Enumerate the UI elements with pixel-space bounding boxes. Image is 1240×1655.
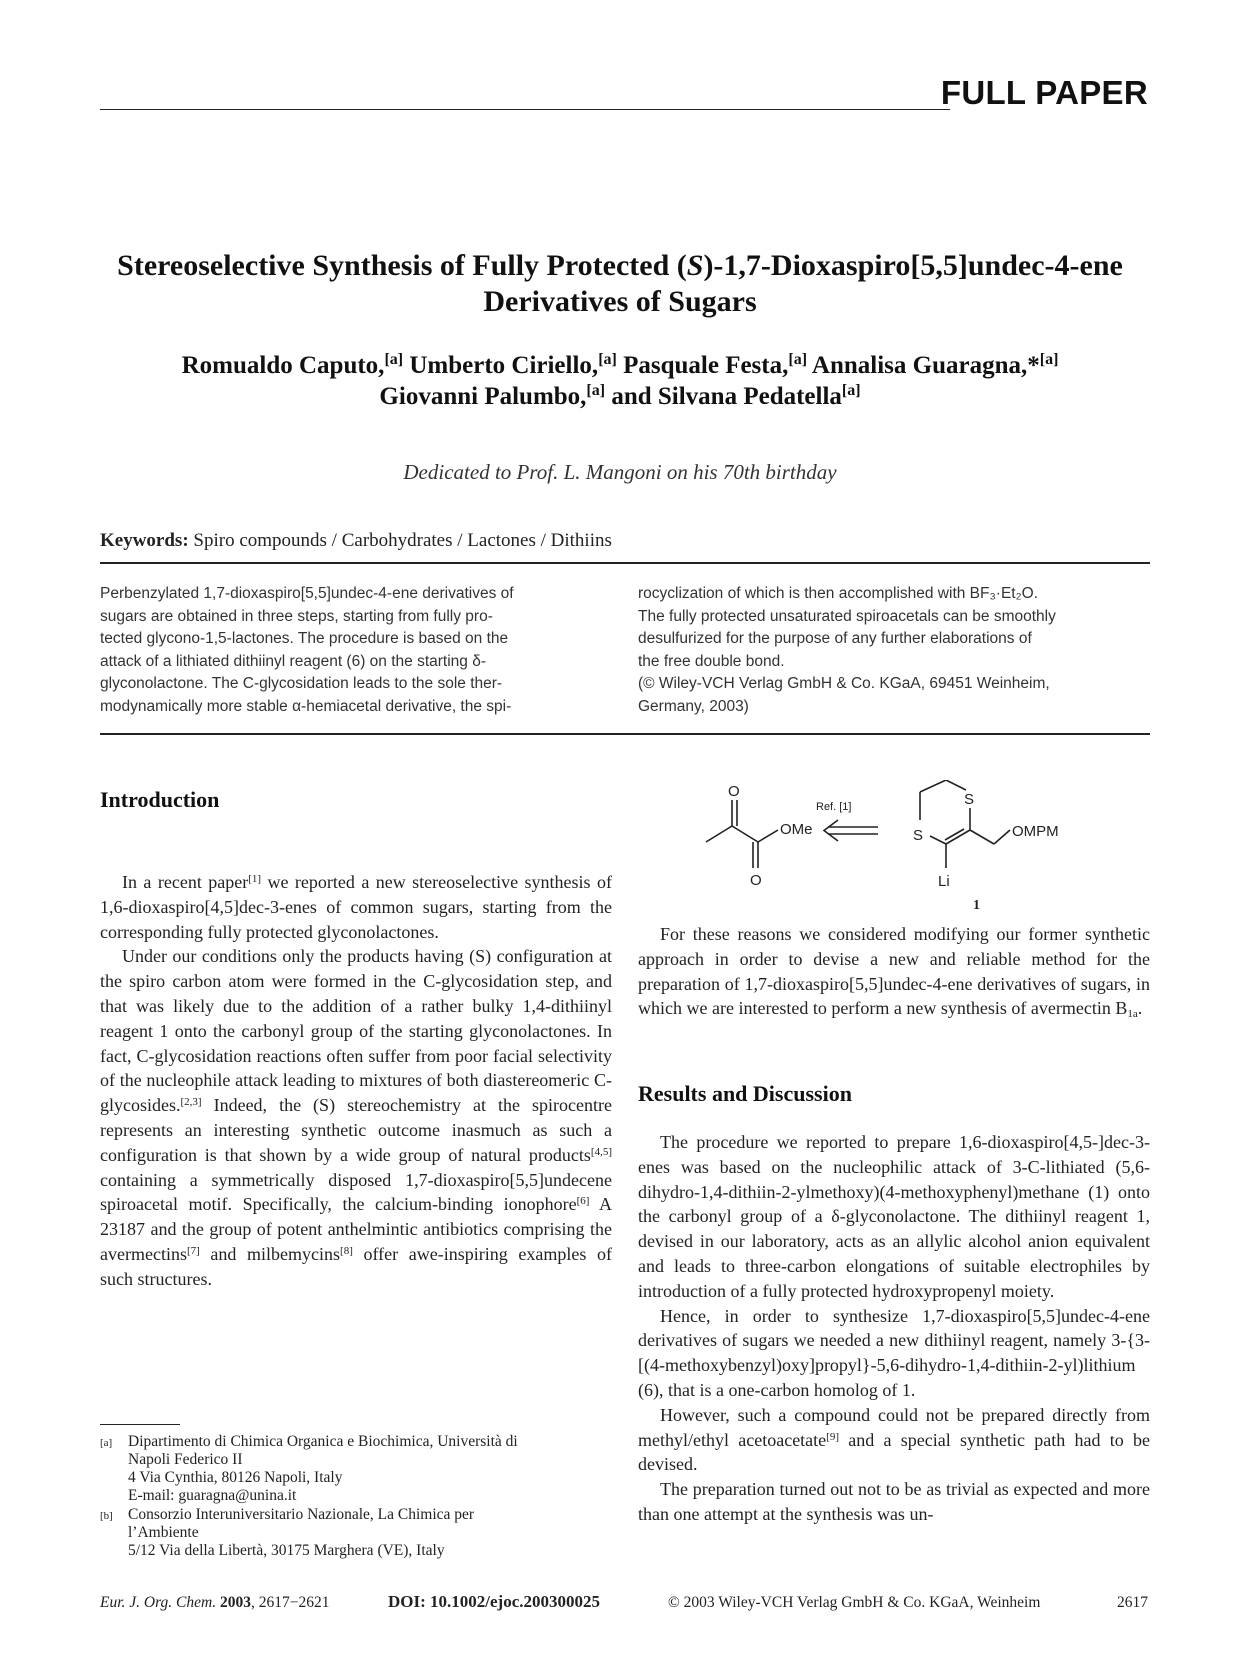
- intro-text: A 23187 and the group of potent anthelmintic antibiotics comprising the avermectins: [100, 1194, 612, 1264]
- footnote-mark: [a]: [100, 1437, 113, 1449]
- bond: [930, 836, 946, 844]
- footnote-line: E-mail: guaragna@unina.it: [128, 1487, 297, 1504]
- citation: [6]: [576, 1195, 590, 1208]
- abstract-line: Perbenzylated 1,7-dioxaspiro[5,5]undec-4-ene derivatives of: [100, 585, 514, 602]
- abstract-line: sugars are obtained in three steps, starting from fully pro-: [100, 607, 493, 625]
- intro-text: In a recent paper: [122, 872, 249, 892]
- footnote-rule: [100, 1424, 180, 1425]
- footnote-mark: [b]: [100, 1510, 113, 1522]
- ring-sulfur-left: S: [913, 827, 924, 844]
- introduction-heading: Introduction: [100, 787, 220, 812]
- bond: [920, 780, 946, 792]
- abstract-right: [638, 583, 1150, 718]
- author-affiliation: [a]: [384, 351, 404, 368]
- results-paragraph-3: [638, 1403, 1150, 1477]
- authors-line-1: [80, 350, 1160, 381]
- results-paragraph-2: Hence, in order to synthesize 1,7-dioxaspiro[5,5]undec-4-ene derivatives of sugars we needed a new dithiinyl reagent, namely 3-{3-[(4-methoxybenzyl)oxy]propyl}-5,6-dihydro-1,4-dithiin-2-yl)lithium (6), that is a one-carbon homolog of 1.: [638, 1305, 1150, 1400]
- pyruvate-bonds: [706, 800, 778, 868]
- abstract-line: the free double bond.: [638, 652, 785, 670]
- journal-pages: , 2617−2621: [250, 1594, 330, 1611]
- body-text: .: [1137, 998, 1143, 1019]
- abstract-line: desulfurized for the purpose of any further elaborations of: [638, 630, 1032, 647]
- abstract-line: modynamically more stable α-hemiacetal derivative, the spi-: [100, 697, 512, 715]
- keywords-value: Spiro compounds / Carbohydrates / Lactones / Dithiins: [193, 530, 612, 551]
- arrow-head: [824, 820, 838, 841]
- keywords-label: Keywords:: [100, 530, 189, 551]
- keywords: [100, 530, 612, 552]
- compound-number: 1: [973, 898, 980, 910]
- header-rule: [100, 109, 950, 110]
- intro-text: containing a symmetrically disposed 1,7-dioxaspiro[5,5]undecene spiroacetal motif. Specifically, the calcium-binding ionophore: [100, 1169, 612, 1215]
- abstract-top-rule: [100, 562, 1150, 564]
- page-number: 2617: [1117, 1594, 1148, 1611]
- results-paragraph-1: The procedure we reported to prepare 1,6-dioxaspiro[4,5-]dec-3-enes was based on the nucleophilic attack of 3-C-lithiated (5,6-dihydro-1,4-dithiin-2-ylmethoxy)(4-methoxyphenyl)methane (1) onto the carbonyl group of a δ-glyconolactone. The dithiinyl reagent 1, devised in our laboratory, acts as an allylic alcohol anion equivalent and leads to three-carbon elongations of suitable electrophiles by introduction of a fully protected hydroxypropenyl moiety.: [638, 1132, 1150, 1301]
- reaction-scheme: [698, 780, 1148, 910]
- footnote-a: [100, 1433, 612, 1505]
- ester-oxygen: O: [750, 872, 762, 889]
- intro-text: Indeed, the (S) stereochemistry at the spirocentre represents an interesting synthetic outcome inasmuch as such a configuration is that shown by a wide group of natural products: [100, 1095, 612, 1165]
- author-name: Annalisa Guaragna,*: [807, 352, 1040, 379]
- author-list: [80, 350, 1160, 412]
- citation: [1]: [248, 873, 262, 885]
- citation: [4,5]: [590, 1145, 612, 1158]
- footer-doi: DOI: 10.1002/ejoc.200300025: [388, 1592, 601, 1611]
- results-heading: Results and Discussion: [638, 1081, 852, 1106]
- results-text: [638, 1130, 1150, 1527]
- footnote-line: Dipartimento di Chimica Organica e Biochimica, Università di: [128, 1433, 518, 1450]
- intro-text: Under our conditions only the products having (S) configuration at the spiro carbon atom were formed in the C-glycosidation step, and that was likely due to the addition of a rather bulky 1,4-dithiinyl reagent 1 onto the carbonyl group of the starting glyconolactones. In fact, C-glycosidation reactions often suffer from poor facial selectivity of the nucleophile attack leading to mixtures of both diastereomeric C-glycosides.: [100, 946, 612, 1116]
- footnote-b: [100, 1506, 612, 1560]
- introduction-text: [100, 870, 612, 1292]
- author-affiliation: [a]: [598, 351, 617, 368]
- abstract-line: (© Wiley-VCH Verlag GmbH & Co. KGaA, 69451 Weinheim,: [638, 675, 1050, 692]
- body-text: For these reasons we considered modifying our former synthetic approach in order to devise a new and reliable method for the preparation of 1,7-dioxaspiro[5,5]undec-4-ene derivatives of sugars, in which we are interested to perform a new synthesis of avermectin B: [638, 924, 1150, 1019]
- retro-arrow: [824, 820, 878, 841]
- abstract-line: attack of a lithiated dithiinyl reagent (6) on the starting δ-: [100, 652, 487, 670]
- footer-copyright: © 2003 Wiley-VCH Verlag GmbH & Co. KGaA, Weinheim: [668, 1594, 1041, 1611]
- author-name: Pasquale Festa,: [616, 352, 789, 379]
- section-label: FULL PAPER: [940, 74, 1148, 111]
- intro-text: and milbemycins: [199, 1243, 341, 1264]
- methoxy-label: OMe: [780, 821, 813, 838]
- title-line-2: Derivatives of Sugars: [483, 285, 757, 318]
- author-affiliation: [a]: [586, 382, 606, 399]
- bond: [994, 830, 1010, 844]
- author-name: Giovanni Palumbo,: [379, 383, 587, 410]
- intro-text: we reported a new stereoselective synthesis of 1,6-dioxaspiro[4,5]dec-3-enes of common sugars, starting from the corresponding fully protected glyconolactones.: [100, 872, 612, 942]
- footnote-line: 4 Via Cynthia, 80126 Napoli, Italy: [128, 1469, 343, 1486]
- footer-citation: [100, 1594, 329, 1612]
- footnote-line: Napoli Federico II: [128, 1451, 243, 1468]
- bond: [946, 780, 966, 790]
- ompm-label: OMPM: [1012, 823, 1059, 840]
- author-name: Umberto Ciriello,: [403, 352, 599, 379]
- author-name: and Silvana Pedatella: [605, 383, 842, 410]
- ring-sulfur-top: S: [964, 791, 975, 808]
- citation: [9]: [826, 1430, 839, 1443]
- author-affiliation: [a]: [841, 382, 861, 399]
- intro-paragraph-2: [100, 944, 612, 1291]
- authors-line-2: [80, 381, 1160, 412]
- author-affiliation: [a]: [1039, 351, 1059, 368]
- subscript: 1a: [1127, 1008, 1138, 1021]
- body-text: However, such a compound could not be prepared directly from methyl/ethyl acetoacetate: [638, 1404, 1150, 1450]
- citation: [7]: [186, 1244, 200, 1257]
- bond: [758, 830, 778, 842]
- citation: [2,3]: [180, 1096, 202, 1109]
- lithium-label: Li: [938, 873, 950, 890]
- paper-title: [80, 248, 1160, 320]
- dedication: Dedicated to Prof. L. Mangoni on his 70th birthday: [403, 460, 837, 484]
- ketone-oxygen: O: [728, 783, 740, 800]
- abstract-bottom-rule: [100, 733, 1150, 735]
- abstract-line: rocyclization of which is then accomplished with BF₃·Et₂O.: [638, 585, 1038, 602]
- right-column-intro: [638, 922, 1150, 1021]
- footnote-line: Consorzio Interuniversitario Nazionale, La Chimica per: [128, 1506, 475, 1523]
- abstract-line: The fully protected unsaturated spiroacetals can be smoothly: [638, 607, 1056, 625]
- footnote-line: l’Ambiente: [128, 1524, 199, 1541]
- intro-paragraph-1: [100, 870, 612, 944]
- intro-text: offer awe-inspiring examples of such structures.: [100, 1243, 612, 1289]
- author-affiliation: [a]: [788, 351, 808, 368]
- citation: [8]: [340, 1244, 353, 1257]
- title-part-1: Stereoselective Synthesis of Fully Protected (: [117, 249, 687, 282]
- abstract-line: glyconolactone. The C-glycosidation leads to the sole ther-: [100, 675, 503, 692]
- abstract-line: Germany, 2003): [638, 697, 749, 715]
- title-line-1: [80, 248, 1160, 284]
- arrow-label: Ref. [1]: [816, 801, 852, 813]
- journal-year: 2003: [219, 1594, 251, 1611]
- title-s-italic: S: [686, 249, 704, 282]
- results-paragraph-4: The preparation turned out not to be as trivial as expected and more than one attempt at the synthesis was un-: [638, 1479, 1150, 1524]
- bond: [706, 826, 732, 842]
- abstract-left: [100, 583, 612, 718]
- right-paragraph-1: [638, 922, 1150, 1021]
- journal-name: Eur. J. Org. Chem.: [100, 1594, 217, 1611]
- abstract-line: tected glycono-1,5-lactones. The procedure is based on the: [100, 630, 509, 647]
- bond: [970, 830, 994, 844]
- footnotes: [100, 1433, 612, 1561]
- footnote-line: 5/12 Via della Libertà, 30175 Marghera (VE), Italy: [128, 1542, 445, 1559]
- title-part-2: )-1,7-Dioxaspiro[5,5]undec-4-ene: [703, 249, 1123, 282]
- body-text: and a special synthetic path had to be devised.: [638, 1429, 1150, 1475]
- bond: [732, 826, 758, 842]
- author-name: Romualdo Caputo,: [181, 352, 385, 379]
